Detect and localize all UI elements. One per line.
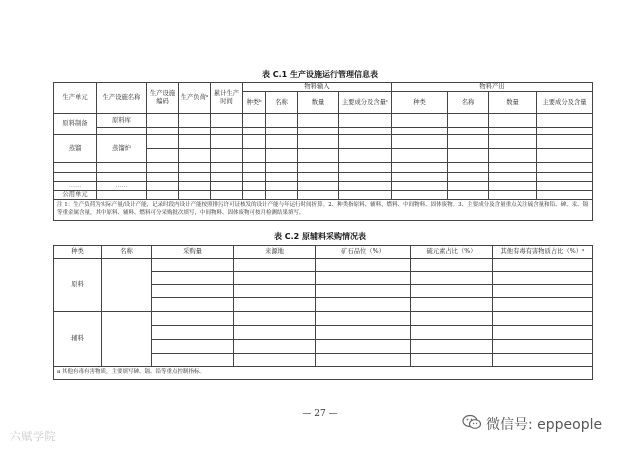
header-sulfur: 硫元素占比（%） bbox=[411, 246, 493, 259]
row-unit-smelt: 蒸馏 bbox=[54, 135, 97, 163]
header-unit: 生产单元 bbox=[54, 83, 97, 114]
header-type-out: 种类 bbox=[392, 92, 448, 114]
row-type-aux: 辅料 bbox=[54, 312, 102, 367]
row-facility-raw-store: 原料库 bbox=[97, 114, 147, 128]
header-name-out: 名称 bbox=[448, 92, 489, 114]
production-facility-table bbox=[53, 82, 593, 221]
header-load: 生产负荷ᵃ bbox=[179, 83, 211, 114]
table2-title: 表 C.2 原辅料采购情况表 bbox=[273, 232, 367, 241]
header-toxic: 其他有毒有害物质占比（%）ᵃ bbox=[493, 246, 593, 259]
page-number: — 27 — bbox=[302, 409, 338, 419]
wechat-icon bbox=[462, 414, 482, 434]
header-cumulative-time: 累计生产时间 bbox=[211, 83, 243, 114]
table1-note: 注 1：生产负荷为实际产量/设计产能，记录时段内设计产能按照排污许可证核发的设计产能与年运行时间折算。2、种类指原料、辅料、燃料、中间物料、固体废物。3、主要成分及含量重点关注硫含量和铅、砷、汞、镉等重金属含量，其中原料、辅料、燃料可分采购批次填写，中间物料、固体废物可按月检测结果填写。 bbox=[54, 200, 593, 221]
watermark-left: 六赋学院 bbox=[10, 430, 56, 443]
header-facility-code: 生产设施编码 bbox=[147, 83, 179, 114]
header-name: 名称 bbox=[102, 246, 152, 259]
header-type: 种类 bbox=[54, 246, 102, 259]
row-facility-ellipsis: …… bbox=[97, 182, 147, 191]
header-name-in: 名称 bbox=[266, 92, 298, 114]
header-type-in: 种类ᵇ bbox=[243, 92, 266, 114]
header-content-out: 主要成分及含量 bbox=[537, 92, 593, 114]
header-ore-grade: 矿石品位（%） bbox=[316, 246, 411, 259]
table1-title: 表 C.1 生产设施运行管理信息表 bbox=[261, 70, 379, 79]
header-qty-in: 数量 bbox=[298, 92, 339, 114]
header-facility-name: 生产设施名称 bbox=[97, 83, 147, 114]
table2-note: a 其他有毒有害物质，主要填写砷、镉、铅等重点控制指标。 bbox=[54, 367, 593, 380]
row-facility-smelt-furnace: 蒸馏炉 bbox=[97, 135, 147, 163]
header-purchase-qty: 采购量 bbox=[152, 246, 234, 259]
material-purchase-table bbox=[53, 245, 593, 380]
header-source: 来源地 bbox=[234, 246, 316, 259]
row-unit-public: 公用单元 bbox=[54, 191, 97, 200]
header-content-in: 主要成分及含量ᶜ bbox=[339, 92, 392, 114]
header-material-output: 物料产出 bbox=[392, 83, 593, 92]
watermark-right-text: 微信号: eppeople bbox=[486, 417, 603, 433]
watermark-right bbox=[462, 414, 602, 434]
header-material-input: 物料输入 bbox=[243, 83, 392, 92]
header-qty-out: 数量 bbox=[489, 92, 537, 114]
row-unit-ellipsis: …… bbox=[54, 182, 97, 191]
row-type-raw: 原料 bbox=[54, 259, 102, 312]
row-unit-raw-prep: 原料制备 bbox=[54, 114, 97, 135]
